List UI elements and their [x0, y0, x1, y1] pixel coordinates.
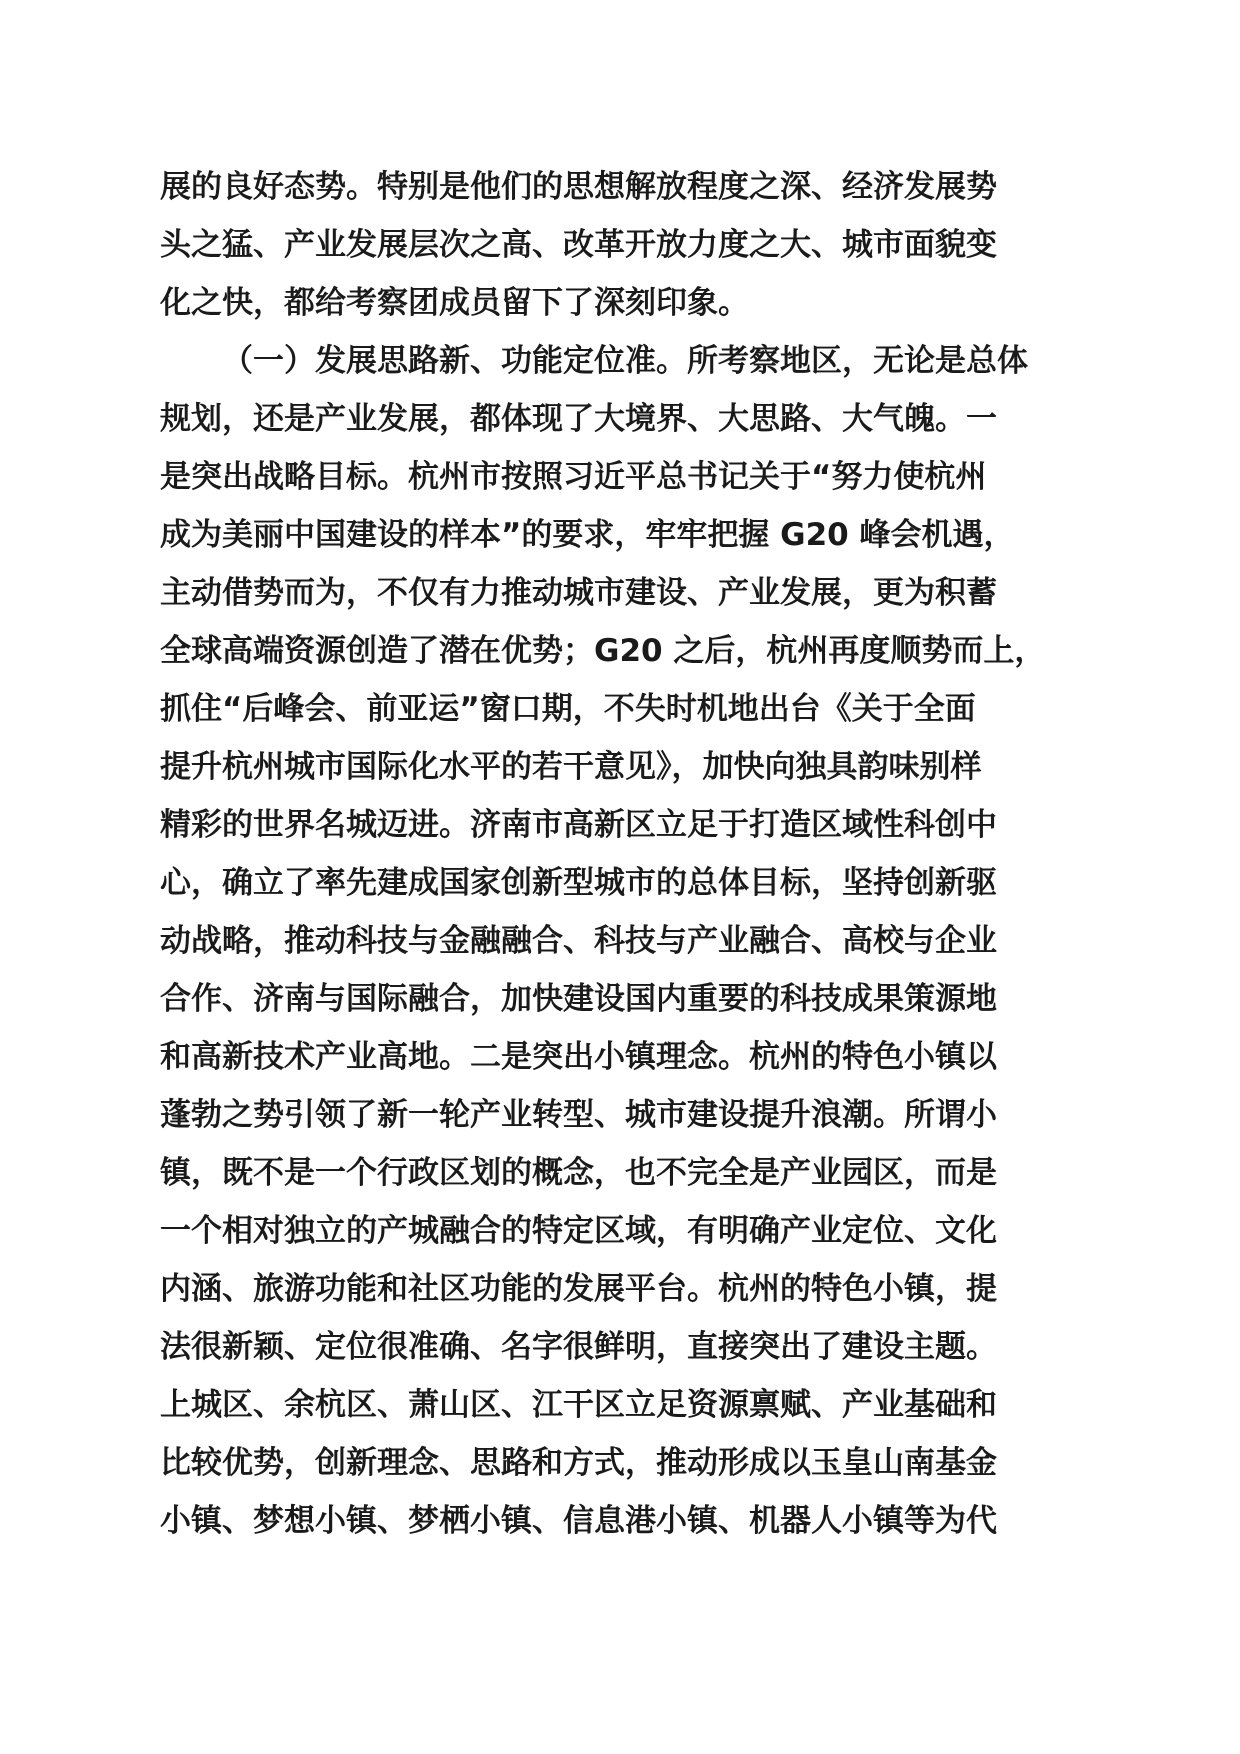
- text-line: 小镇、梦想小镇、梦栖小镇、信息港小镇、机器人小镇等为代: [160, 1503, 997, 1539]
- text-line: 抓住“后峰会、前亚运”窗口期，不失时机地出台《关于全面: [160, 691, 976, 727]
- paragraph-heading-line: （一）发展思路新、功能定位准。所考察地区，无论是总体: [222, 343, 1028, 379]
- text-line: 蓬勃之势引领了新一轮产业转型、城市建设提升浪潮。所谓小: [160, 1097, 997, 1133]
- text-line: 比较优势，创新理念、思路和方式，推动形成以玉皇山南基金: [160, 1445, 997, 1481]
- text-line: 法很新颖、定位很准确、名字很鲜明，直接突出了建设主题。: [160, 1329, 997, 1365]
- text-line: 动战略，推动科技与金融融合、科技与产业融合、高校与企业: [160, 923, 997, 959]
- text-line: 一个相对独立的产城融合的特定区域，有明确产业定位、文化: [160, 1213, 997, 1249]
- text-line: 镇，既不是一个行政区划的概念，也不完全是产业园区，而是: [160, 1155, 997, 1191]
- text-line: 心，确立了率先建成国家创新型城市的总体目标，坚持创新驱: [160, 865, 997, 901]
- text-line: 是突出战略目标。杭州市按照习近平总书记关于“努力使杭州: [160, 459, 987, 495]
- text-line: 合作、济南与国际融合，加快建设国内重要的科技成果策源地: [160, 981, 997, 1017]
- text-line: 内涵、旅游功能和社区功能的发展平台。杭州的特色小镇，提: [160, 1271, 997, 1307]
- text-line: 全球高端资源创造了潜在优势；G20 之后，杭州再度顺势而上，: [160, 633, 1046, 669]
- text-line: 化之快，都给考察团成员留下了深刻印象。: [160, 285, 749, 321]
- text-line: 主动借势而为，不仅有力推动城市建设、产业发展，更为积蓄: [160, 575, 997, 611]
- text-line: 提升杭州城市国际化水平的若干意见》，加快向独具韵味别样: [160, 749, 982, 785]
- text-line: 精彩的世界名城迈进。济南市高新区立足于打造区域性科创中: [160, 807, 997, 843]
- text-line: 成为美丽中国建设的样本”的要求，牢牢把握 G20 峰会机遇，: [160, 517, 1015, 553]
- text-line: 展的良好态势。特别是他们的思想解放程度之深、经济发展势: [160, 169, 997, 205]
- text-line: 头之猛、产业发展层次之高、改革开放力度之大、城市面貌变: [160, 227, 997, 263]
- text-line: 规划，还是产业发展，都体现了大境界、大思路、大气魄。一: [160, 401, 997, 437]
- text-line: 和高新技术产业高地。二是突出小镇理念。杭州的特色小镇以: [160, 1039, 997, 1075]
- document-body: [160, 158, 1100, 1550]
- text-line: 上城区、余杭区、萧山区、江干区立足资源禀赋、产业基础和: [160, 1387, 997, 1423]
